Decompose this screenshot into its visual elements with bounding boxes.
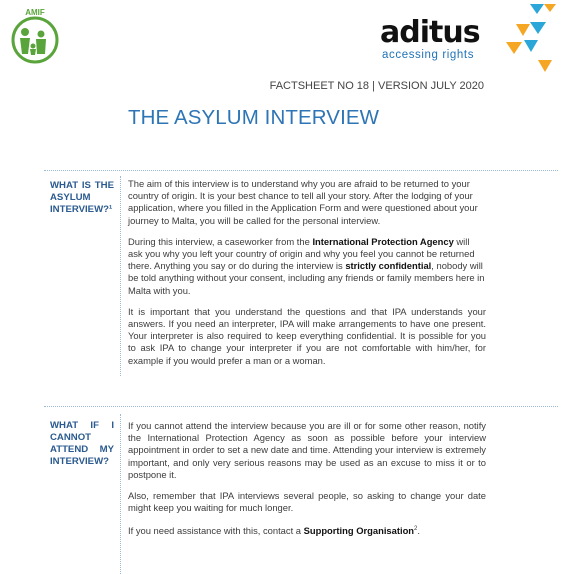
section-divider <box>44 170 558 171</box>
paragraph: If you cannot attend the interview because you are ill or for some other reason, notify the International Protection Agency as soon as possible before your interview appointment in order to set a new date and time. Attending your interview is extremely important, and only very serious reasons may be used as an excuse to miss it or to postpone it. <box>128 420 486 480</box>
section-body <box>128 178 486 376</box>
paragraph: The aim of this interview is to understand why you are afraid to be returned to your country of origin. It is your best chance to tell all your story. After the lodging of your application, where you filled in the Application Form and were questioned about your journey to Malta, you will be called for the personal interview. <box>128 178 478 226</box>
paragraph: If you need assistance with this, contact a Supporting Organisation$^2$. <box>128 525 420 537</box>
section-vline <box>120 414 121 574</box>
bold-term: International Protection Agency <box>312 235 454 247</box>
heading-line: ASYLUM <box>50 192 91 203</box>
heading-line: INTERVIEW?¹ <box>50 204 113 215</box>
factsheet-version: FACTSHEET NO 18 | VERSION JULY 2020 <box>269 80 484 92</box>
heading-line: INTERVIEW? <box>50 456 109 467</box>
aditus-tagline: accessing rights <box>382 49 475 61</box>
footnote-ref: 2 <box>414 526 418 533</box>
section-heading-what-is <box>50 180 114 216</box>
triangle-logo-icon <box>500 0 560 78</box>
paragraph: During this interview, a caseworker from the International Protection Agency will ask you why you left your country of origin and why you feel you cannot be returned there. Anything you say or do during the interview is strictly confidential, nobody will be told anything without your consent, including any friends or family members here in Malta with you. <box>128 235 485 296</box>
aditus-logo <box>380 15 500 61</box>
section-vline <box>120 176 121 376</box>
amif-logo <box>6 4 66 66</box>
heading-line: ATTEND MY <box>50 444 114 455</box>
heading-line: WHAT IS THE <box>50 180 114 191</box>
paragraph: Also, remember that IPA interviews several people, so asking to change your date might keep you waiting for much longer. <box>128 490 486 514</box>
section-body <box>128 420 486 547</box>
paragraph: It is important that you understand the questions and that IPA understands your answers. If you need an interpreter, IPA will make arrangements to have one present. Your interpreter is also required to keep everything confidential. It is possible for you to ask IPA to change your interpreter if you are not comfortable with him/her, for example if you would prefer a man or a woman. <box>128 305 486 366</box>
page-title: THE ASYLUM INTERVIEW <box>128 106 380 129</box>
aditus-name: aditus <box>380 15 480 50</box>
supporting-organisation-term: Supporting Organisation <box>303 525 415 537</box>
section-heading-cannot-attend <box>50 420 114 468</box>
heading-line: CANNOT <box>50 432 92 443</box>
amif-logo-text: AMIF <box>25 8 45 17</box>
section-divider <box>44 406 558 407</box>
bold-term: strictly confidential <box>345 260 432 272</box>
heading-line: WHAT IF I <box>50 420 114 431</box>
